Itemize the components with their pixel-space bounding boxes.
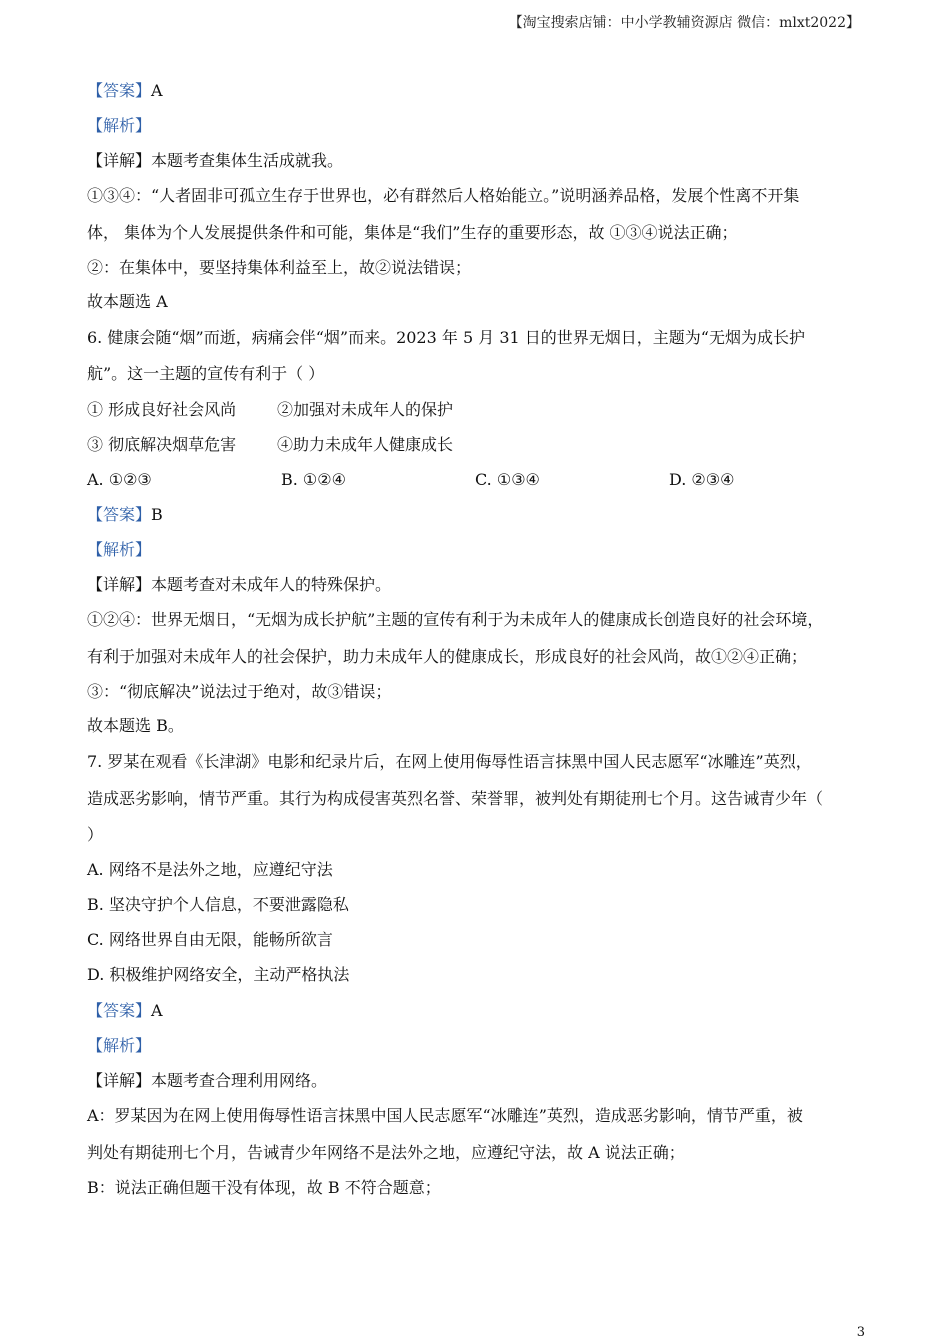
detail-intro: 本题考查集体生活成就我。 (151, 151, 344, 170)
q6-option-b: B. ①②④ (281, 470, 346, 489)
answer-value: A (151, 81, 163, 100)
answer-tag: 【答案】 (87, 1001, 152, 1020)
q7-stem-line-2: 造成恶劣影响，情节严重。其行为构成侵害英烈名誉、荣誉罪，被判处有期徒刑七个月。这告诫青少年（ (87, 789, 824, 808)
q6-stem-line-1: 6. 健康会随“烟”而逝，病痛会伴“烟”而来。2023 年 5 月 31 日的世界无烟日，主题为“无烟为成长护 (87, 328, 805, 347)
q6-item-3: ③ 彻底解决烟草危害 (87, 435, 237, 454)
q7-paragraph-3: B：说法正确但题干没有体现，故 B 不符合题意； (87, 1178, 441, 1197)
q6-conclusion: 故本题选 B。 (87, 716, 184, 735)
page-header: 【淘宝搜索店铺：中小学教辅资源店 微信：mlxt2022】 (508, 15, 860, 31)
q5-answer-line (87, 81, 163, 101)
answer-value: A (151, 1001, 163, 1020)
answer-tag: 【答案】 (87, 505, 152, 524)
q7-answer-line (87, 1001, 163, 1021)
q6-option-d: D. ②③④ (669, 470, 735, 489)
q5-paragraph-3: ②：在集体中，要坚持集体利益至上，故②说法错误； (87, 258, 472, 277)
q5-paragraph-1: ①③④：“人者固非可孤立生存于世界也，必有群然后人格始能立。”说明涵养品格，发展个性离不开集 (87, 186, 800, 205)
q6-option-a: A. ①②③ (87, 470, 152, 489)
q7-paragraph-2: 判处有期徒刑七个月，告诫青少年网络不是法外之地，应遵纪守法，故 A 说法正确； (87, 1143, 685, 1162)
q6-analysis-tag: 【解析】 (87, 540, 152, 559)
q5-analysis-tag: 【解析】 (87, 116, 152, 135)
q7-stem-line-1: 7. 罗某在观看《长津湖》电影和纪录片后，在网上使用侮辱性语言抹黑中国人民志愿军“冰雕连”英烈， (87, 752, 812, 771)
q6-stem-line-2: 航”。这一主题的宣传有利于（ ） (87, 364, 325, 383)
q6-detail-line (87, 575, 391, 595)
q6-option-c: C. ①③④ (475, 470, 540, 489)
q6-item-1: ① 形成良好社会风尚 (87, 400, 237, 419)
q6-answer-line (87, 505, 163, 525)
q6-item-4: ④助力未成年人健康成长 (277, 435, 454, 454)
q7-option-d: D. 积极维护网络安全，主动严格执法 (87, 965, 350, 984)
q7-option-c: C. 网络世界自由无限，能畅所欲言 (87, 930, 333, 949)
q7-paragraph-1: A：罗某因为在网上使用侮辱性语言抹黑中国人民志愿军“冰雕连”英烈，造成恶劣影响，情节严重，被 (87, 1106, 803, 1125)
q5-paragraph-2: 体， 集体为个人发展提供条件和可能，集体是“我们”生存的重要形态，故 ①③④说法正确； (87, 223, 738, 242)
q6-paragraph-3: ③：“彻底解决”说法过于绝对，故③错误； (87, 682, 392, 701)
page-number: 3 (856, 1325, 865, 1340)
q7-option-a: A. 网络不是法外之地，应遵纪守法 (87, 860, 333, 879)
q7-detail-line (87, 1071, 327, 1091)
q5-detail-line (87, 151, 343, 171)
detail-tag: 【详解】 (87, 1071, 152, 1090)
q6-paragraph-2: 有利于加强对未成年人的社会保护，助力未成年人的健康成长，形成良好的社会风尚，故①②④正确； (87, 647, 808, 666)
answer-tag: 【答案】 (87, 81, 152, 100)
q7-stem-line-3: ） (87, 825, 104, 844)
q6-item-2: ②加强对未成年人的保护 (277, 400, 454, 419)
answer-value: B (151, 505, 163, 524)
q5-conclusion: 故本题选 A (87, 292, 168, 311)
detail-intro: 本题考查合理利用网络。 (151, 1071, 328, 1090)
q6-paragraph-1: ①②④：世界无烟日，“无烟为成长护航”主题的宣传有利于为未成年人的健康成长创造良好的社会环境， (87, 610, 824, 629)
detail-tag: 【详解】 (87, 151, 152, 170)
detail-tag: 【详解】 (87, 575, 152, 594)
q7-analysis-tag: 【解析】 (87, 1036, 152, 1055)
q7-option-b: B. 坚决守护个人信息，不要泄露隐私 (87, 895, 349, 914)
detail-intro: 本题考查对未成年人的特殊保护。 (151, 575, 392, 594)
